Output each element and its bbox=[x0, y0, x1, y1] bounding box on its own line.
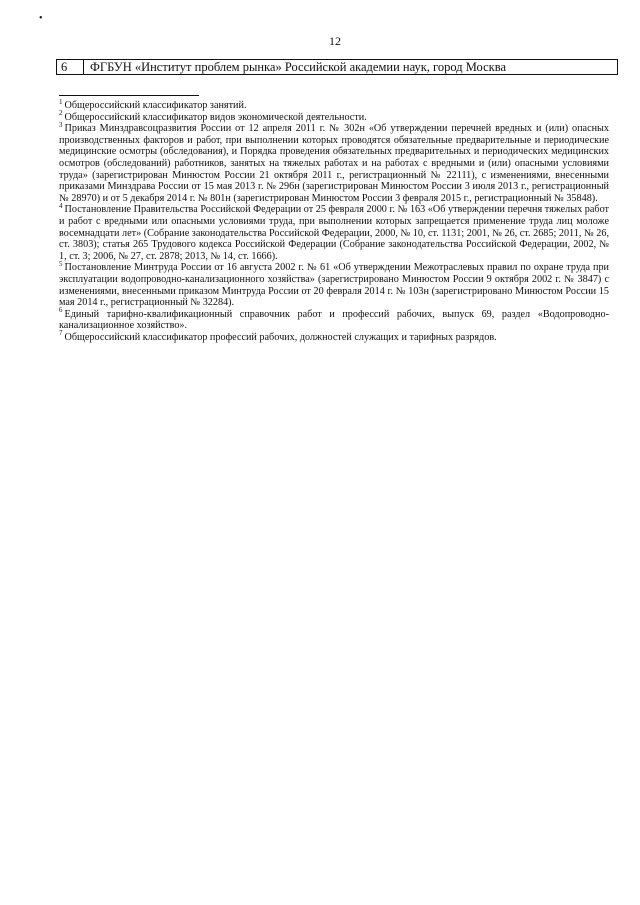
footnote-text: Постановление Минтруда России от 16 августа 2002 г. № 61 «Об утверждении Межотраслевых правил по охране труда при эксплуатации водопроводно-канализационного хозяйства» (зарегистрировано Минюстом России 9 октября 2002 г. № 3847) с изменениями, внесенными приказом Минтруда России от 20 февраля 2014 г. № 103н (зарегистрировано Минюстом России 15 мая 2014 г., регистрационный № 32284). bbox=[59, 262, 609, 309]
footnote-4 bbox=[59, 201, 609, 262]
footnote-number: 1 bbox=[59, 97, 63, 106]
footnote-text: Постановление Правительства Российской Федерации от 25 февраля 2000 г. № 163 «Об утверждении перечня тяжелых работ и работ с вредными или опасными условиями труда, при выполнении которых запрещается применение труда лиц моложе восемнадцати лет» (Собрание законодательства Российской Федерации, 2000, № 10, ст. 1131; 2001, № 26, ст. 2685; 2011, № 26, ст. 3803); статья 265 Трудового кодекса Российской Федерации (Собрание законодательства Российской Федерации, 2002, № 1, ст. 3; 2006, № 27, ст. 2878; 2013, № 14, ст. 1666). bbox=[59, 204, 609, 262]
footnote-text: Общероссийский классификатор занятий. bbox=[64, 100, 247, 111]
footnote-text: Единый тарифно-квалификационный справочник работ и профессий рабочих, выпуск 69, раздел «Водопроводно-канализационное хозяйство». bbox=[59, 308, 609, 332]
footnote-number: 4 bbox=[59, 201, 63, 210]
corner-mark: • bbox=[39, 13, 43, 24]
footnote-3 bbox=[59, 120, 609, 204]
footnote-text: Общероссийский классификатор профессий рабочих, должностей служащих и тарифных разрядов. bbox=[64, 331, 497, 343]
footnote-separator bbox=[59, 95, 199, 96]
footnote-number: 7 bbox=[59, 329, 63, 338]
footnote-number: 2 bbox=[59, 109, 63, 118]
footnote-number: 3 bbox=[59, 120, 63, 129]
footnotes-section bbox=[59, 97, 609, 343]
page-number: 12 bbox=[329, 34, 341, 48]
footnote-2 bbox=[59, 109, 609, 124]
footnote-5 bbox=[59, 259, 609, 309]
footnote-number: 5 bbox=[59, 259, 63, 268]
organization-number: 6 bbox=[57, 60, 84, 74]
footnote-text: Приказ Минздравсоцразвития России от 12 апреля 2011 г. № 302н «Об утверждении перечней вредных и (или) опасных производственных факторов и работ, при выполнении которых проводятся обязательные предварительные и периодические медицинские осмотры (обследования), и Порядка проведения обязательных предварительных и периодических медицинских осмотров (обследований) работников, занятых на тяжелых работах и на работах с вредными и (или) опасными условиями труда» (зарегистрирован Минюстом России 21 октября 2011 г., регистрационный № 22111), с изменениями, внесенными приказами Минздрава России от 15 мая 2013 г. № 296н (зарегистрирован Минюстом России 3 июля 2013 г., регистрационный № 28970) и от 5 декабря 2014 г. № 801н (зарегистрирован Минюстом России 3 февраля 2015 г., регистрационный № 35848). bbox=[59, 123, 609, 204]
footnote-7 bbox=[59, 329, 609, 344]
footnote-6 bbox=[59, 306, 609, 332]
footnote-number: 6 bbox=[59, 306, 63, 315]
footnote-1 bbox=[59, 97, 609, 112]
developer-organization-row bbox=[56, 59, 618, 75]
footnote-text: Общероссийский классификатор видов экономической деятельности. bbox=[64, 111, 367, 123]
organization-name: ФГБУН «Институт проблем рынка» Российской академии наук, город Москва bbox=[90, 60, 507, 74]
